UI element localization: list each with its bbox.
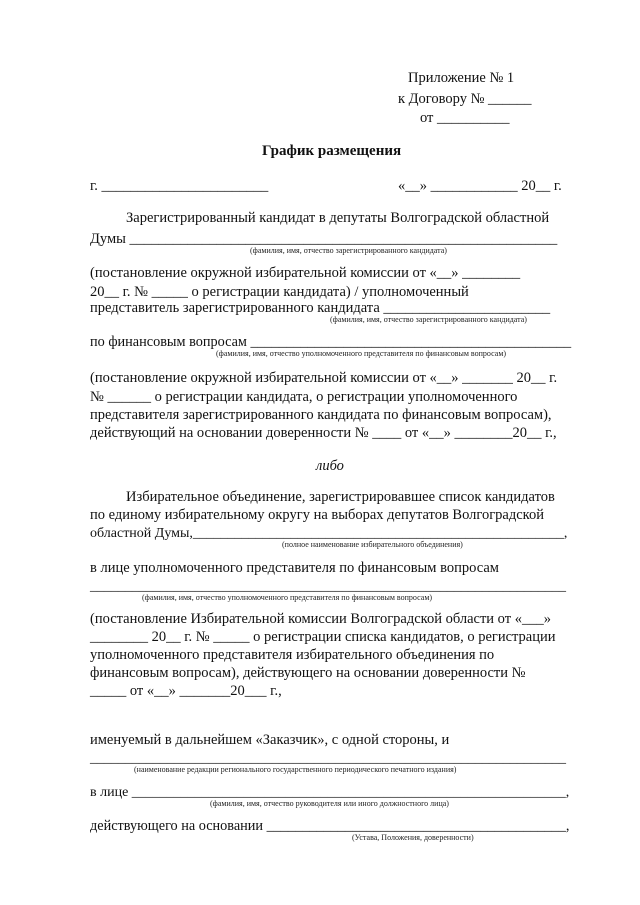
party-rep-line: в лице уполномоченного представителя по финансовым вопросам [90,560,499,576]
party-line-1: Избирательное объединение, зарегистрировавшее список кандидатов [126,489,555,505]
head-caption: (фамилия, имя, отчество руководителя или иного должностного лица) [210,799,449,808]
party-name-caption: (полное наименование избирательного объединения) [282,540,463,549]
party-resolution-line-1: (постановление Избирательной комиссии Волгоградской области от «___» [90,611,551,627]
resolution2-line-1: (постановление окружной избирательной комиссии от «__» _______ 20__ г. [90,370,558,386]
representative-line: представитель зарегистрированного кандидата _______________________ [90,300,551,316]
date-field: «__» ____________ 20__ г. [398,178,562,194]
or-separator: либо [316,458,344,474]
publisher-caption: (наименование редакции регионального государственного периодического печатного издания) [134,765,457,774]
resolution2-line-4: действующий на основании доверенности № ____ от «__» ________20__ г., [90,425,557,441]
resolution-line-1: (постановление окружной избирательной комиссии от «__» ________ [90,265,521,281]
resolution-line-2: 20__ г. № _____ о регистрации кандидата) / уполномоченный [90,284,469,300]
appendix-label: Приложение № 1 [408,70,515,86]
resolution2-line-3: представителя зарегистрированного кандидата по финансовым вопросам), [90,407,552,423]
candidate-line-2: Думы ___________________________________________________________ [90,231,558,247]
city-field: г. _______________________ [90,178,269,194]
party-resolution-line-5: _____ от «__» _______20___ г., [90,683,282,699]
candidate-name-caption: (фамилия, имя, отчество зарегистрированного кандидата) [250,246,447,255]
party-line-2: по единому избирательному округу на выборах депутатов Волгоградской [90,507,544,523]
contract-number-label: к Договору № ______ [398,91,532,107]
party-rep-blank: ____________________________________________________________________ [90,579,566,594]
candidate-line-1: Зарегистрированный кандидат в депутаты Волгоградской областной [126,210,550,226]
resolution2-line-2: № ______ о регистрации кандидата, о регистрации уполномоченного [90,389,518,405]
party-resolution-line-4: финансовым вопросам), действующего на основании доверенности № [90,665,526,681]
party-rep-caption: (фамилия, имя, отчество уполномоченного представителя по финансовым вопросам) [142,593,433,602]
basis-caption: (Устава, Положения, доверенности) [352,833,474,842]
customer-line: именуемый в дальнейшем «Заказчик», с одной стороны, и [90,732,450,748]
contract-date-label: от __________ [420,110,510,126]
head-line: в лице ______________________________________________________________, [90,785,570,800]
page-title: График размещения [262,143,402,159]
finance-line: по финансовым вопросам _____________________________________________ [90,334,572,350]
party-resolution-line-2: ________ 20__ г. № _____ о регистрации списка кандидатов, о регистрации [90,629,556,645]
finance-caption: (фамилия, имя, отчество уполномоченного представителя по финансовым вопросам) [216,349,507,358]
representative-caption: (фамилия, имя, отчество зарегистрированного кандидата) [330,315,527,324]
party-line-3: областной Думы,_____________________________________________________, [90,526,568,541]
publisher-blank: ____________________________________________________________________ [90,751,566,766]
basis-line: действующего на основании __________________________________________, [90,818,570,834]
party-resolution-line-3: уполномоченного представителя избирательного объединения по [90,647,495,663]
